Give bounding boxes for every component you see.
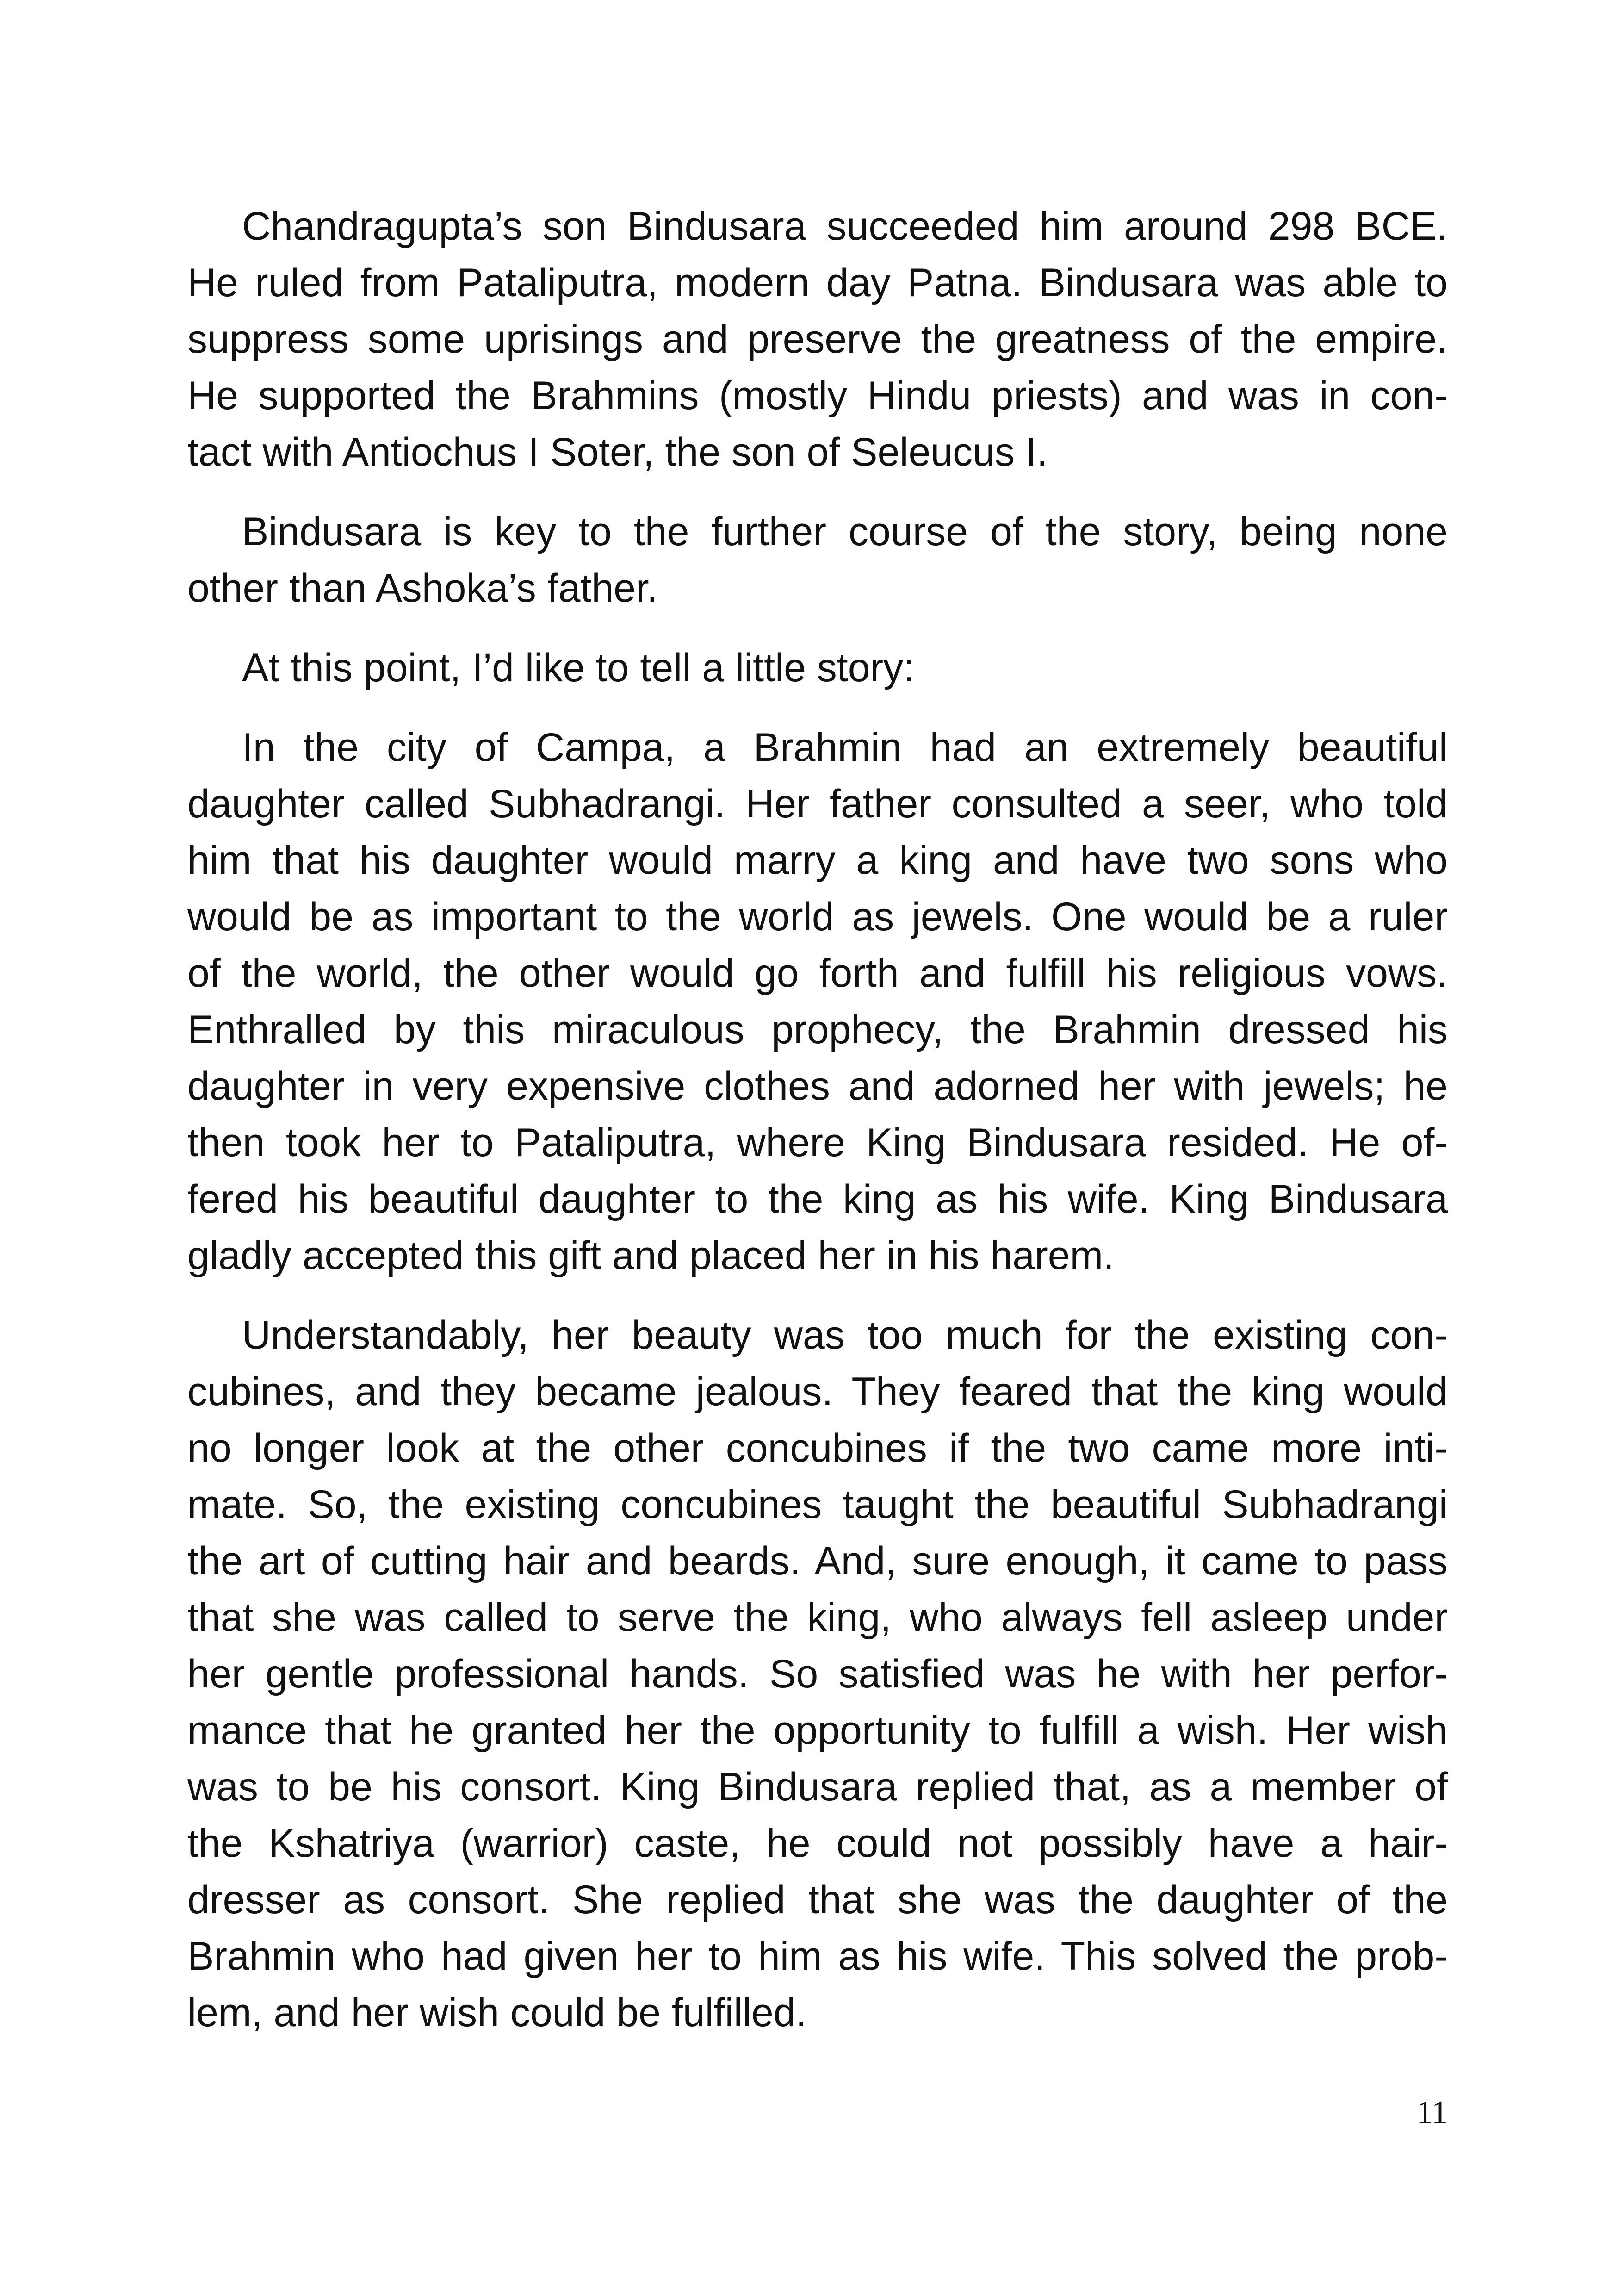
text-line: Brahmin who had given her to him as his wife. This solved the prob- — [187, 1934, 1448, 1979]
page-number: 11 — [1416, 2095, 1448, 2130]
text-line: daughter in very expensive clothes and adorned her with jewels; he — [187, 1064, 1448, 1108]
text-line: would be as important to the world as jewels. One would be a ruler — [187, 895, 1448, 939]
text-line: of the world, the other would go forth and fulfill his religious vows. — [187, 951, 1448, 996]
text-line: Understandably, her beauty was too much for the existing con- — [242, 1313, 1448, 1357]
text-line: suppress some uprisings and preserve the greatness of the empire. — [187, 317, 1448, 361]
text-line: gladly accepted this gift and placed her in his harem. — [187, 1233, 1115, 1278]
paragraph-subhadrangi-prophecy — [187, 719, 1448, 1284]
paragraph-ashoka-father — [187, 504, 1448, 616]
text-line: other than Ashoka’s father. — [187, 566, 658, 610]
text-line: him that his daughter would marry a king and have two sons who — [187, 838, 1448, 883]
text-line: cubines, and they became jealous. They feared that the king would — [187, 1369, 1448, 1414]
paragraph-bindusara-succession — [187, 198, 1448, 480]
text-line: her gentle professional hands. So satisfied was he with her perfor- — [187, 1652, 1448, 1696]
text-line: mance that he granted her the opportunity to fulfill a wish. Her wish — [187, 1708, 1448, 1753]
text-line: Enthralled by this miraculous prophecy, the Brahmin dressed his — [187, 1008, 1448, 1052]
text-line: Chandragupta’s son Bindusara succeeded him around 298 BCE. — [242, 204, 1448, 249]
text-line: the Kshatriya (warrior) caste, he could not possibly have a hair- — [187, 1821, 1448, 1866]
text-line: tact with Antiochus I Soter, the son of Seleucus I. — [187, 430, 1048, 474]
text-line: At this point, I’d like to tell a little story: — [242, 646, 915, 690]
text-line: mate. So, the existing concubines taught the beautiful Subhadrangi — [187, 1482, 1448, 1527]
paragraph-story-intro — [187, 640, 1448, 696]
text-line: He supported the Brahmins (mostly Hindu priests) and was in con- — [187, 373, 1448, 418]
body-text — [187, 198, 1448, 2064]
text-line: daughter called Subhadrangi. Her father consulted a seer, who told — [187, 782, 1448, 826]
text-line: lem, and her wish could be fulfilled. — [187, 1991, 807, 2035]
text-line: was to be his consort. King Bindusara replied that, as a member of — [187, 1765, 1448, 1809]
text-line: fered his beautiful daughter to the king as his wife. King Bindusara — [187, 1177, 1448, 1221]
text-line: the art of cutting hair and beards. And, sure enough, it came to pass — [187, 1539, 1448, 1583]
text-line: that she was called to serve the king, who always fell asleep under — [187, 1595, 1448, 1640]
text-line: dresser as consort. She replied that she was the daughter of the — [187, 1878, 1448, 1922]
text-line: then took her to Pataliputra, where King Bindusara resided. He of- — [187, 1120, 1448, 1165]
paragraph-concubines-jealousy — [187, 1307, 1448, 2041]
text-line: He ruled from Pataliputra, modern day Patna. Bindusara was able to — [187, 261, 1448, 305]
text-line: In the city of Campa, a Brahmin had an extremely beautiful — [242, 725, 1448, 770]
text-line: no longer look at the other concubines if the two came more inti- — [187, 1426, 1448, 1470]
text-line: Bindusara is key to the further course of the story, being none — [242, 510, 1448, 554]
